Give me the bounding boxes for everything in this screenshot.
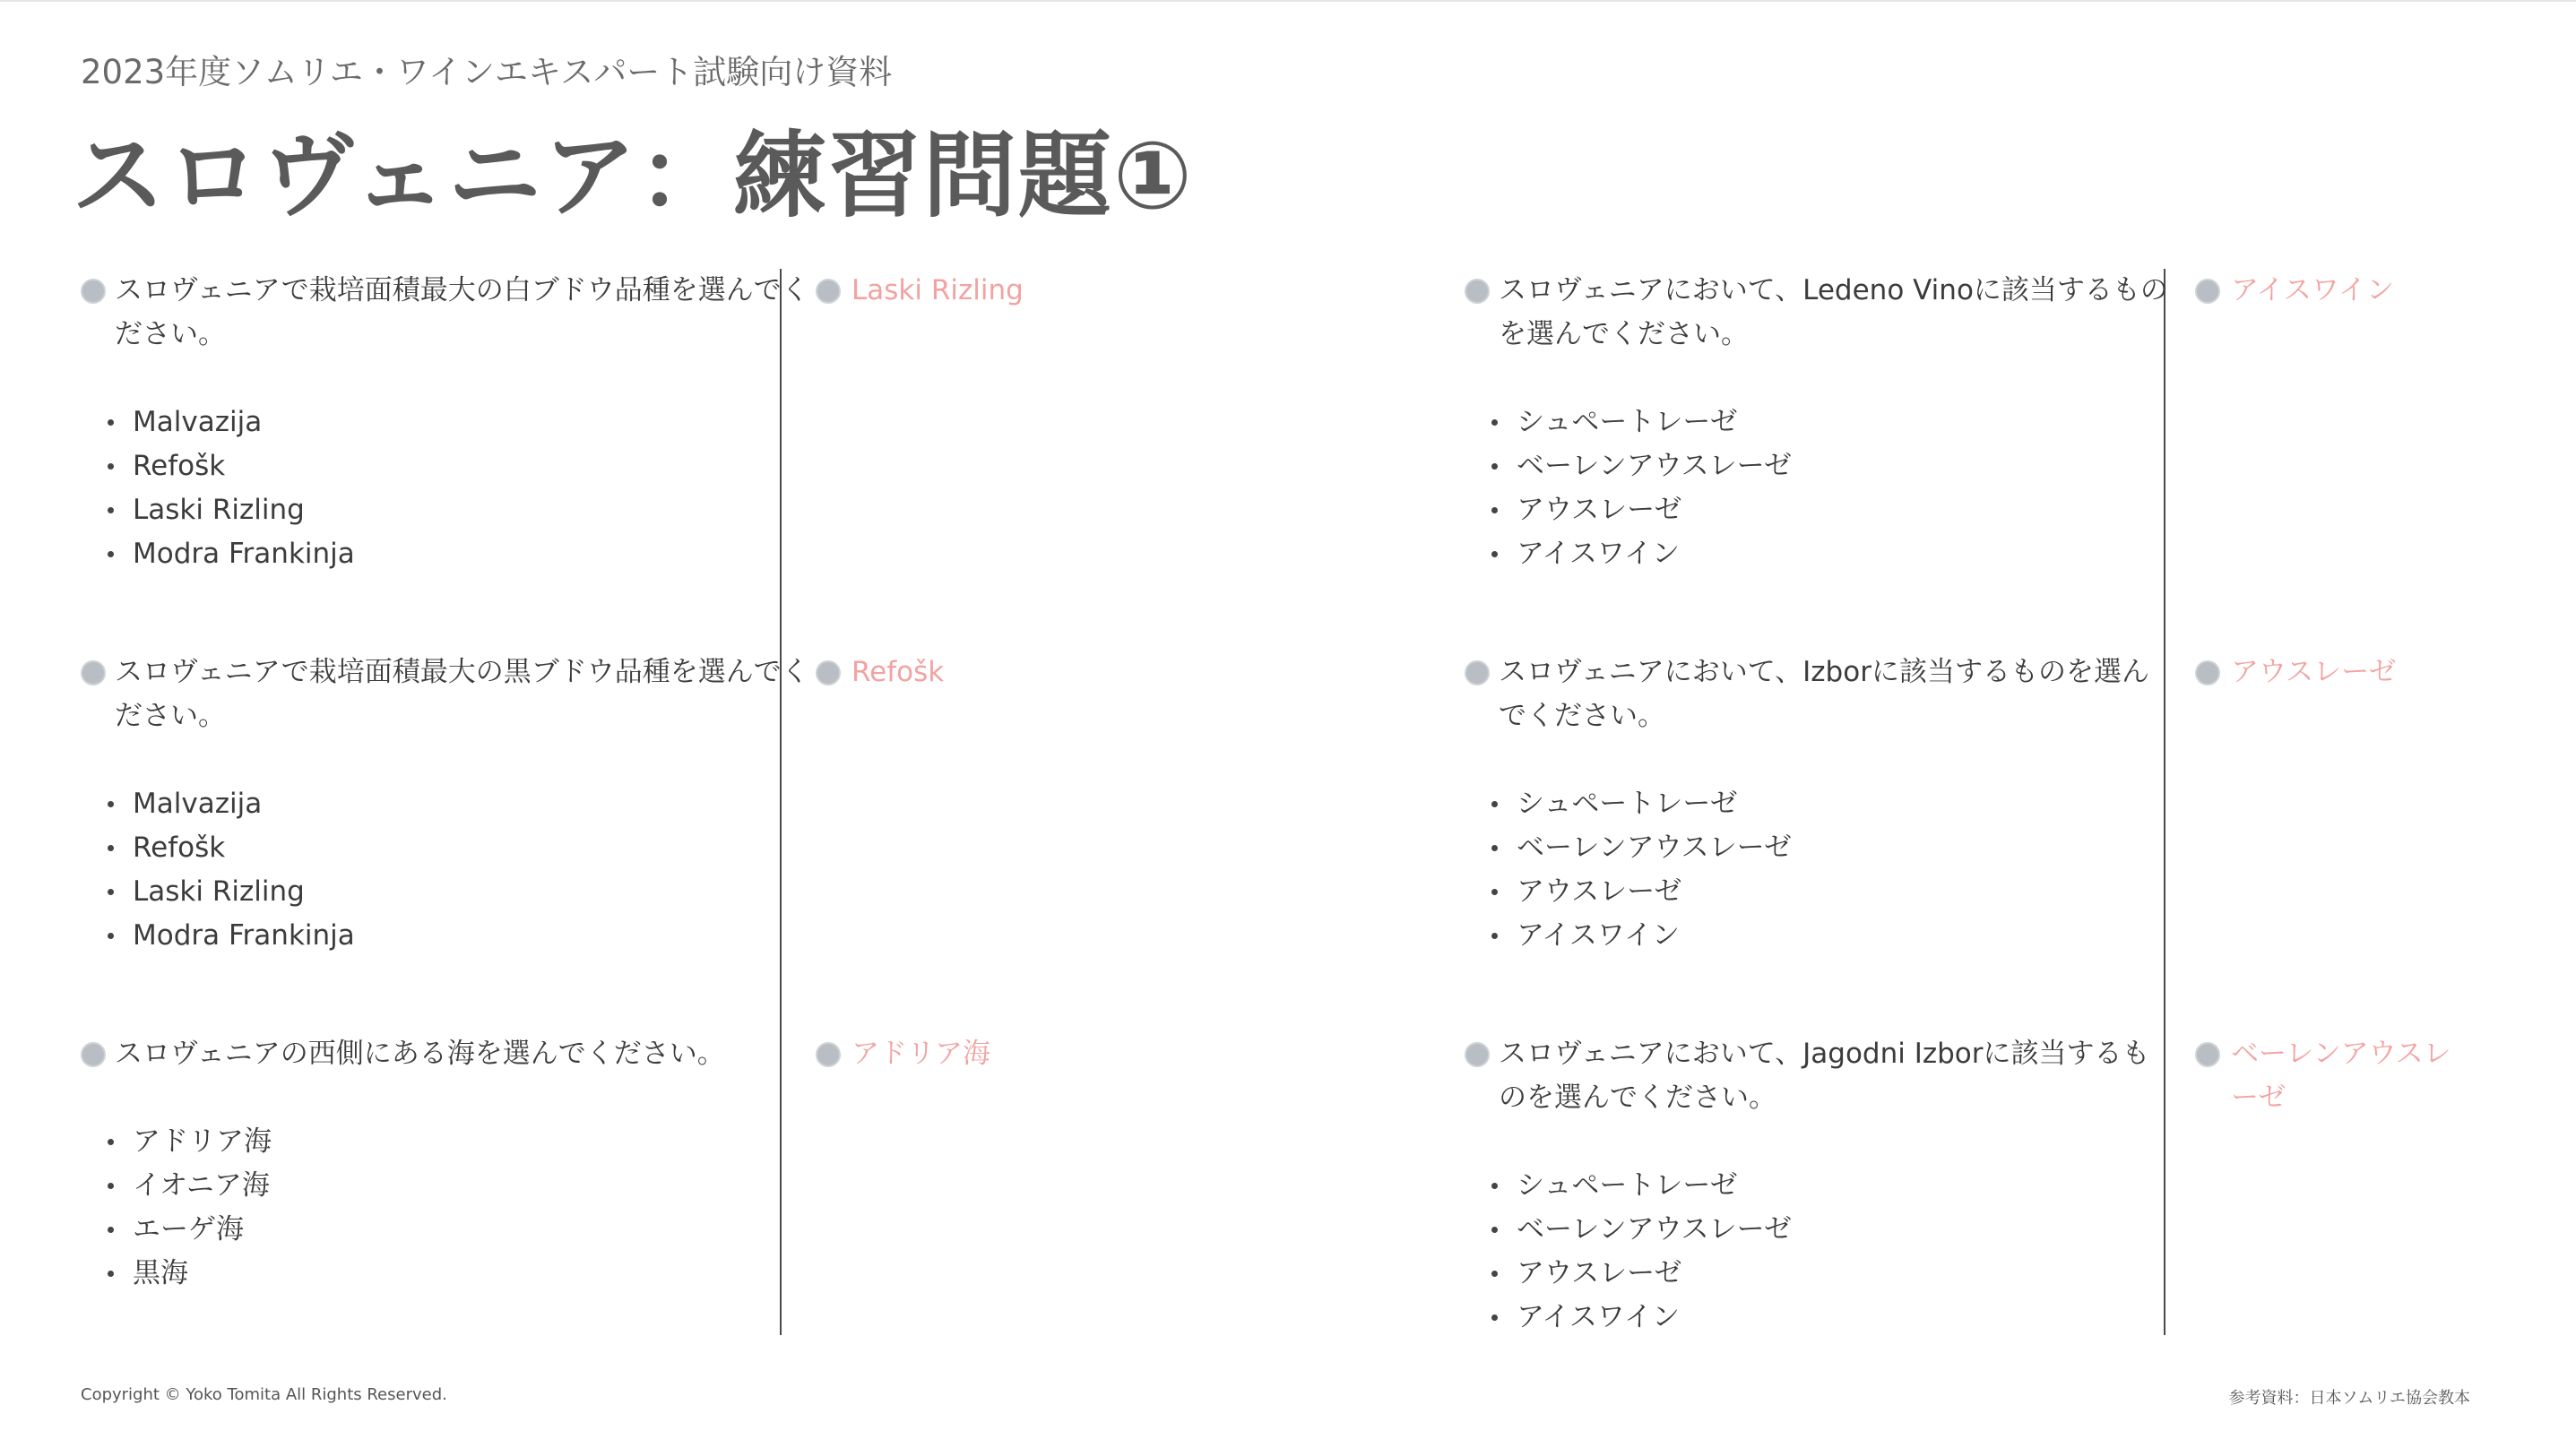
- option-item: [108, 826, 809, 870]
- slide-title: スロヴェニア：練習問題①: [72, 121, 1194, 230]
- option-label: シュペートレーゼ: [1517, 1169, 1738, 1202]
- option-item: [1491, 1164, 2175, 1208]
- option-list: [81, 401, 809, 576]
- answer-text: [2195, 651, 2473, 694]
- list-bullet-icon: [1491, 1183, 1498, 1189]
- option-list: [1465, 401, 2175, 576]
- option-label: ベーレンアウスレーゼ: [1517, 450, 1793, 482]
- option-list: [1465, 1164, 2175, 1340]
- question-text: [1465, 1032, 2175, 1120]
- list-bullet-icon: [1491, 507, 1498, 513]
- option-item: [108, 1252, 809, 1296]
- option-item: [1491, 1208, 2175, 1252]
- question-text: [1465, 651, 2175, 738]
- question-text: [1465, 269, 2175, 357]
- list-bullet-icon: [1491, 1314, 1498, 1321]
- option-item: [108, 782, 809, 826]
- copyright-footer: Copyright © Yoko Tomita All Rights Reserved.: [81, 1385, 447, 1404]
- option-label: Laski Rizling: [133, 494, 305, 526]
- answer-bullet-icon: [2195, 660, 2220, 685]
- answer-label: アイスワイン: [2231, 274, 2394, 306]
- question-text: [81, 651, 809, 738]
- option-list: [1465, 782, 2175, 958]
- right-question-column: [1465, 269, 2522, 1335]
- list-bullet-icon: [108, 933, 114, 939]
- list-bullet-icon: [108, 1227, 114, 1233]
- left-question-column: [81, 269, 1380, 1335]
- option-item: [108, 488, 809, 532]
- list-bullet-icon: [108, 507, 114, 513]
- answer-bullet-icon: [2195, 1042, 2220, 1067]
- option-item: [108, 1120, 809, 1164]
- answer-text: [816, 269, 1371, 313]
- option-item: [1491, 826, 2175, 870]
- option-item: [1491, 782, 2175, 826]
- question-block: [1465, 269, 2175, 576]
- answer-text: [2195, 1032, 2473, 1120]
- question-bullet-icon: [81, 1042, 106, 1067]
- option-label: Modra Frankinja: [133, 538, 355, 570]
- list-bullet-icon: [1491, 933, 1498, 939]
- question-block: [1465, 651, 2175, 958]
- option-label: Laski Rizling: [133, 875, 305, 908]
- option-item: [108, 444, 809, 488]
- list-bullet-icon: [1491, 419, 1498, 426]
- question-label: スロヴェニアにおいて、Jagodni Izborに該当するものを選んでください。: [1499, 1038, 2150, 1114]
- option-item: [108, 1164, 809, 1208]
- option-item: [1491, 1296, 2175, 1340]
- answer-label: Laski Rizling: [851, 274, 1024, 306]
- option-item: [108, 914, 809, 958]
- question-block: [81, 269, 809, 576]
- question-label: スロヴェニアにおいて、Izborに該当するものを選んでください。: [1499, 656, 2149, 732]
- question-label: スロヴェニアで栽培面積最大の黒ブドウ品種を選んでください。: [115, 656, 809, 732]
- option-item: [1491, 532, 2175, 576]
- option-label: Malvazija: [133, 406, 263, 438]
- answer-text: [816, 1032, 1371, 1076]
- option-label: ベーレンアウスレーゼ: [1517, 832, 1793, 864]
- question-label: スロヴェニアにおいて、Ledeno Vinoに該当するものを選んでください。: [1499, 274, 2168, 350]
- option-label: Modra Frankinja: [133, 919, 355, 952]
- option-label: アイスワイン: [1517, 919, 1680, 952]
- list-bullet-icon: [1491, 845, 1498, 851]
- option-label: エーゲ海: [133, 1213, 244, 1245]
- list-bullet-icon: [1491, 551, 1498, 557]
- answer-bullet-icon: [816, 1042, 841, 1067]
- question-block: [81, 1032, 809, 1296]
- option-item: [108, 1208, 809, 1252]
- option-item: [108, 532, 809, 576]
- option-label: アウスレーゼ: [1517, 494, 1682, 526]
- list-bullet-icon: [108, 845, 114, 851]
- option-label: Refošk: [133, 832, 226, 864]
- answer-bullet-icon: [2195, 279, 2220, 304]
- answer-bullet-icon: [816, 279, 841, 304]
- list-bullet-icon: [1491, 889, 1498, 895]
- list-bullet-icon: [108, 801, 114, 807]
- list-bullet-icon: [1491, 1227, 1498, 1233]
- answer-text: [816, 651, 1371, 694]
- option-item: [108, 401, 809, 444]
- answer-text: [2195, 269, 2473, 313]
- option-label: Refošk: [133, 450, 226, 482]
- option-label: シュペートレーゼ: [1517, 406, 1738, 438]
- answer-label: アドリア海: [851, 1038, 990, 1070]
- question-bullet-icon: [1465, 1042, 1490, 1067]
- reference-footer: 参考資料：日本ソムリエ協会教本: [2228, 1389, 2470, 1408]
- option-list: [81, 1120, 809, 1296]
- question-label: スロヴェニアの西側にある海を選んでください。: [115, 1038, 725, 1070]
- list-bullet-icon: [108, 463, 114, 470]
- question-block: [1465, 1032, 2175, 1340]
- question-text: [81, 1032, 809, 1076]
- option-label: イオニア海: [133, 1169, 270, 1202]
- option-item: [1491, 1252, 2175, 1296]
- question-text: [81, 269, 809, 357]
- list-bullet-icon: [1491, 463, 1498, 470]
- option-item: [108, 870, 809, 914]
- option-item: [1491, 488, 2175, 532]
- option-label: ベーレンアウスレーゼ: [1517, 1213, 1793, 1245]
- question-bullet-icon: [1465, 279, 1490, 304]
- answer-bullet-icon: [816, 660, 841, 685]
- option-item: [1491, 914, 2175, 958]
- question-bullet-icon: [81, 660, 106, 685]
- option-label: アウスレーゼ: [1517, 875, 1682, 908]
- question-label: スロヴェニアで栽培面積最大の白ブドウ品種を選んでください。: [115, 274, 809, 350]
- question-block: [81, 651, 809, 958]
- option-label: アイスワイン: [1517, 538, 1680, 570]
- answer-label: アウスレーゼ: [2231, 656, 2397, 688]
- list-bullet-icon: [1491, 1271, 1498, 1277]
- list-bullet-icon: [108, 1271, 114, 1277]
- option-item: [1491, 444, 2175, 488]
- option-list: [81, 782, 809, 958]
- option-item: [1491, 401, 2175, 444]
- list-bullet-icon: [108, 1139, 114, 1145]
- option-item: [1491, 870, 2175, 914]
- answer-label: Refošk: [851, 656, 945, 688]
- slide-subtitle: 2023年度ソムリエ・ワインエキスパート試験向け資料: [81, 53, 893, 91]
- list-bullet-icon: [1491, 801, 1498, 807]
- question-bullet-icon: [1465, 660, 1490, 685]
- top-rule: [0, 0, 2576, 2]
- option-label: アウスレーゼ: [1517, 1257, 1682, 1289]
- option-label: アイスワイン: [1517, 1301, 1680, 1333]
- list-bullet-icon: [108, 889, 114, 895]
- question-bullet-icon: [81, 279, 106, 304]
- option-label: Malvazija: [133, 788, 263, 820]
- list-bullet-icon: [108, 419, 114, 426]
- list-bullet-icon: [108, 551, 114, 557]
- option-label: 黒海: [133, 1257, 188, 1289]
- list-bullet-icon: [108, 1183, 114, 1189]
- answer-label: ベーレンアウスレーゼ: [2231, 1038, 2451, 1114]
- option-label: シュペートレーゼ: [1517, 788, 1738, 820]
- option-label: アドリア海: [133, 1125, 272, 1158]
